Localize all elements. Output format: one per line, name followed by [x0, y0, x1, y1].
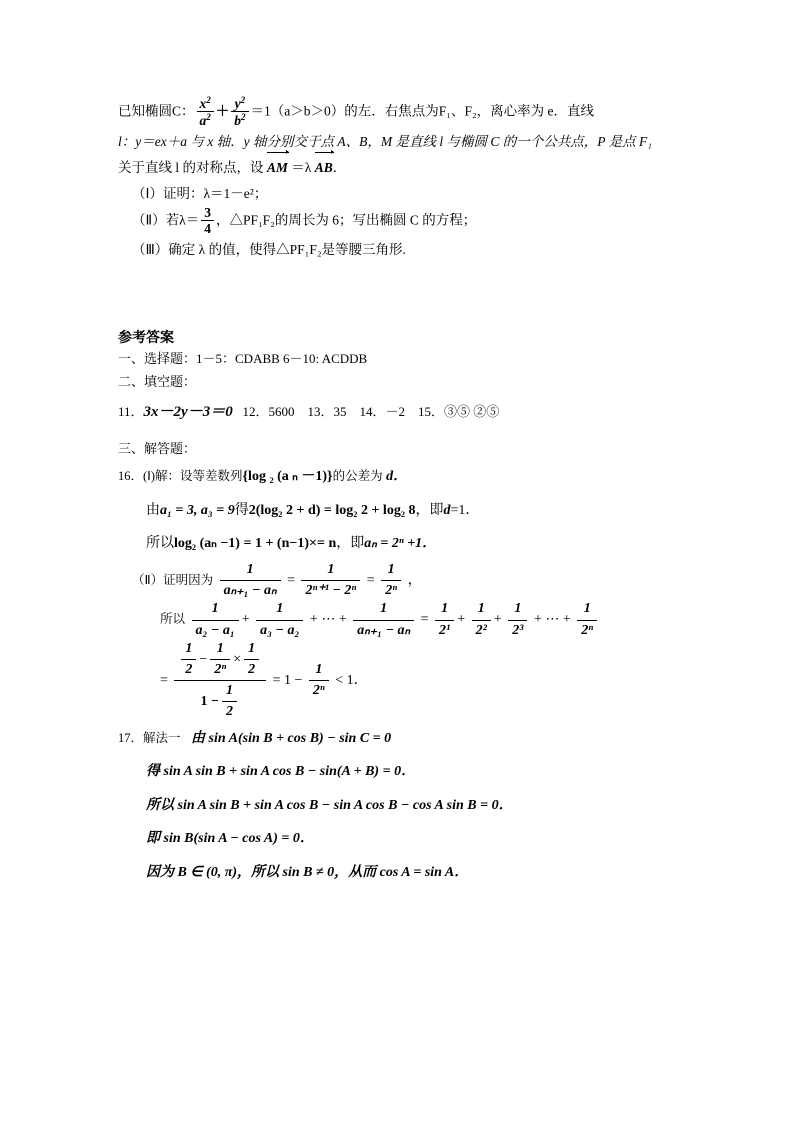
fill-12: 12．5600 — [242, 403, 295, 419]
q16-text-post: 的公差为 — [332, 469, 383, 484]
q16-l4-end: ， — [407, 572, 422, 588]
complex-fraction — [174, 640, 266, 722]
problem-item-2 — [132, 206, 676, 237]
complex-fraction-numerator — [174, 640, 266, 681]
q16-l5-dots: + ⋯ + — [309, 612, 347, 628]
problem-item-1 — [132, 181, 676, 207]
spacer-2 — [118, 309, 676, 327]
q16-l2-e: ，即 — [415, 502, 444, 518]
fraction-rhs-last: $\frac{1}{\text{2ⁿ}}$ — [577, 600, 597, 639]
problem-item-3 — [132, 237, 676, 263]
problem-statement-line-2 — [118, 129, 676, 155]
fraction-three-quarters: $\frac{3}{4}$ — [201, 205, 214, 236]
q17-eq-4: 即 sin B(sin A − cos A) = 0． — [146, 831, 314, 847]
fraction-result-1-2n: $\frac{1}{\text{2ⁿ}}$ — [309, 661, 329, 700]
q16-l6-times: × — [233, 651, 242, 667]
fraction-1-over-2pow: $\frac{1}{\text{2ⁿ⁺¹ − 2ⁿ}}$ — [301, 561, 360, 600]
fill-11-label: 11． — [118, 403, 144, 419]
problem-period: ． — [332, 159, 347, 175]
q16-l2-f: d — [443, 502, 451, 518]
q16-l4-eq2: = — [366, 572, 375, 588]
vector-am: AM — [267, 155, 288, 181]
problem-statement-line-1: 已知椭圆C： $\frac{x^2}{a^2}$ ＋ $\frac{y^2}{b^2}$ ＝1（a＞b＞0）的左．右焦点为F₁、F₂，离心率为 e．直线 — [118, 95, 595, 129]
q17-label: 17．解法一 — [118, 730, 181, 745]
q17-line-1 — [118, 722, 676, 756]
fraction-1-over-an1-minus-an: $\frac{1}{\text{aₙ₊₁ − aₙ}}$ — [220, 561, 281, 600]
spacer-3 — [118, 430, 676, 438]
q16-d: d． — [386, 469, 408, 485]
problem-eq-lambda: ＝λ — [291, 159, 312, 175]
fill-15: 15．③⑤ ②⑤ — [418, 403, 500, 419]
answers-part1-text: 1－5：CDABB 6－10: ACDDB — [196, 351, 368, 366]
q16-l6-result-eq: = 1 − — [272, 672, 303, 688]
q16-l3-b: ，即 — [336, 536, 365, 552]
q16-l4-label: （Ⅱ）证明因为 — [132, 572, 214, 587]
fraction-1-2n-b: $\frac{1}{\text{2ⁿ}}$ — [210, 640, 230, 679]
fraction-term-1: $\frac{1}{\text{a₂ − a₁}}$ — [192, 600, 239, 639]
q16-l3-pre: 所以 — [146, 536, 174, 552]
fill-13: 13．35 — [307, 403, 347, 419]
q16-l2-b: a₁ = 3, a₃ = 9 — [160, 502, 235, 518]
fraction-half-c: $\frac{1}{2}$ — [244, 640, 259, 679]
q16-l2-a: 由 — [146, 502, 160, 518]
problem-item-2-post: ，△PF₁F₂的周长为 6；写出椭圆 C 的方程； — [215, 212, 477, 228]
q16-l6-eq: = — [160, 672, 168, 688]
q17-line-4 — [146, 822, 676, 856]
q17-eq-2: 得 sin A sin B + sin A cos B − sin(A + B) = 0． — [146, 764, 416, 780]
fraction-y2-b2: $\frac{y^2}{b^2}$ — [231, 95, 248, 128]
problem-item-3-text: （Ⅲ）确定 λ 的值，使得△PF₁F₂是等腰三角形. — [132, 242, 406, 258]
q16-l3-a: log₂ (aₙ −1) = 1 + (n−1)×= n — [174, 536, 337, 552]
answers-fill-row — [118, 394, 676, 430]
answers-title: 参考答案 — [118, 331, 174, 346]
q16-line-5: 所以 $\frac{1}{\text{a₂ − a₁}}$ + $\frac{1}{\text{a₃ − a₂}}$ + ⋯ + $\frac{1}{\text{aₙ₊₁ − aₙ}}$ = $\frac{1}{\text{2¹}}$ + $\frac{1}{\text{2²}}$ + $\frac{1}{\text{2³}}$ + ⋯ + $\frac{1}{\text{2ⁿ}}$ — [160, 600, 676, 639]
q16-l2-g: =1． — [450, 502, 480, 518]
fraction-term-last: $\frac{1}{\text{aₙ₊₁ − aₙ}}$ — [353, 600, 414, 639]
problem-intro-pre: 已知椭圆C： — [118, 103, 195, 119]
q16-l6-tail: < 1． — [335, 672, 368, 688]
answers-part3-label: 三、解答题： — [118, 440, 197, 456]
fraction-1-over-2n: $\frac{1}{\text{2ⁿ}}$ — [381, 561, 401, 600]
q16-l4-eq1: = — [287, 572, 295, 588]
q16-sequence: {log ₂ (a ₙ －1)} — [242, 469, 333, 485]
problem-line2-text: l：y＝ex＋a 与 x 轴．y 轴分别交于点 A、B，M 是直线 l 与椭圆 C 的一个公共点，P 是点 F₁ — [118, 134, 652, 150]
complex-fraction-denominator: 1 − $\frac{1}{2}$ — [174, 681, 266, 721]
fraction-x2-a2: $\frac{x^2}{a^2}$ — [197, 95, 214, 128]
q17-eq-3: 所以 sin A sin B + sin A cos B − sin A cos B − cos A sin B = 0． — [146, 797, 513, 813]
fraction-term-2: $\frac{1}{\text{a₃ − a₂}}$ — [256, 600, 303, 639]
fraction-rhs-1: $\frac{1}{\text{2¹}}$ — [435, 600, 454, 639]
q17-line-3 — [146, 789, 676, 823]
q16-l5-rhs-dots: + ⋯ + — [533, 612, 571, 628]
q16-l2-c: 得 — [234, 502, 249, 518]
q16-text-pre: 设等差数列 — [180, 469, 243, 484]
answers-part1 — [118, 348, 676, 371]
q16-l6-minus: − — [199, 651, 208, 667]
fill-11-expr: 3x－2y－3＝0 — [143, 403, 233, 420]
fraction-half-a: $\frac{1}{2}$ — [181, 640, 196, 679]
q16-line-6 — [160, 640, 676, 722]
q16-line-4 — [132, 561, 676, 600]
fraction-half-den: $\frac{1}{2}$ — [222, 682, 237, 721]
q17-eq-5: 因为 B ∈ (0, π)，所以 sin B ≠ 0，从而 cos A = sin A． — [146, 864, 469, 880]
q16-line-2 — [146, 494, 676, 528]
problem-item-1-text: （Ⅰ）证明：λ＝1－e²； — [132, 185, 268, 201]
vector-ab: AB — [315, 155, 333, 181]
problem-line3-text: 关于直线 l 的对称点，设 — [118, 159, 264, 175]
problem-statement-line-3 — [118, 155, 676, 181]
q17-line-5 — [146, 856, 676, 890]
answers-part1-label: 一、选择题： — [118, 351, 197, 366]
fraction-rhs-2: $\frac{1}{\text{2²}}$ — [472, 600, 491, 639]
q17-line-2 — [146, 755, 676, 789]
q16-line-3 — [146, 527, 676, 561]
q16-l5-label: 所以 — [160, 612, 186, 627]
answers-part2-label: 二、填空题： — [118, 373, 197, 389]
problem-item-2-pre: （Ⅱ）若λ＝ — [132, 212, 200, 228]
q16-line-1 — [118, 460, 676, 494]
q16-l2-d: 2(log₂ 2 + d) = log₂ 2 + log₂ 8 — [248, 502, 416, 518]
fill-14: 14．－2 — [359, 403, 405, 419]
spacer — [118, 263, 676, 309]
q16-l3-c: aₙ = 2ⁿ +1． — [364, 536, 437, 552]
q16-l5-eq: = — [420, 612, 429, 628]
problem-intro-post: ＝1（a＞b＞0）的左．右焦点为F₁、F₂，离心率为 e．直线 — [250, 103, 595, 119]
q17-eq-1: 由 sin A(sin B + cos B) − sin C = 0 — [191, 730, 392, 746]
q16-label: 16．(Ⅰ)解： — [118, 469, 181, 484]
fraction-rhs-3: $\frac{1}{\text{2³}}$ — [508, 600, 527, 639]
